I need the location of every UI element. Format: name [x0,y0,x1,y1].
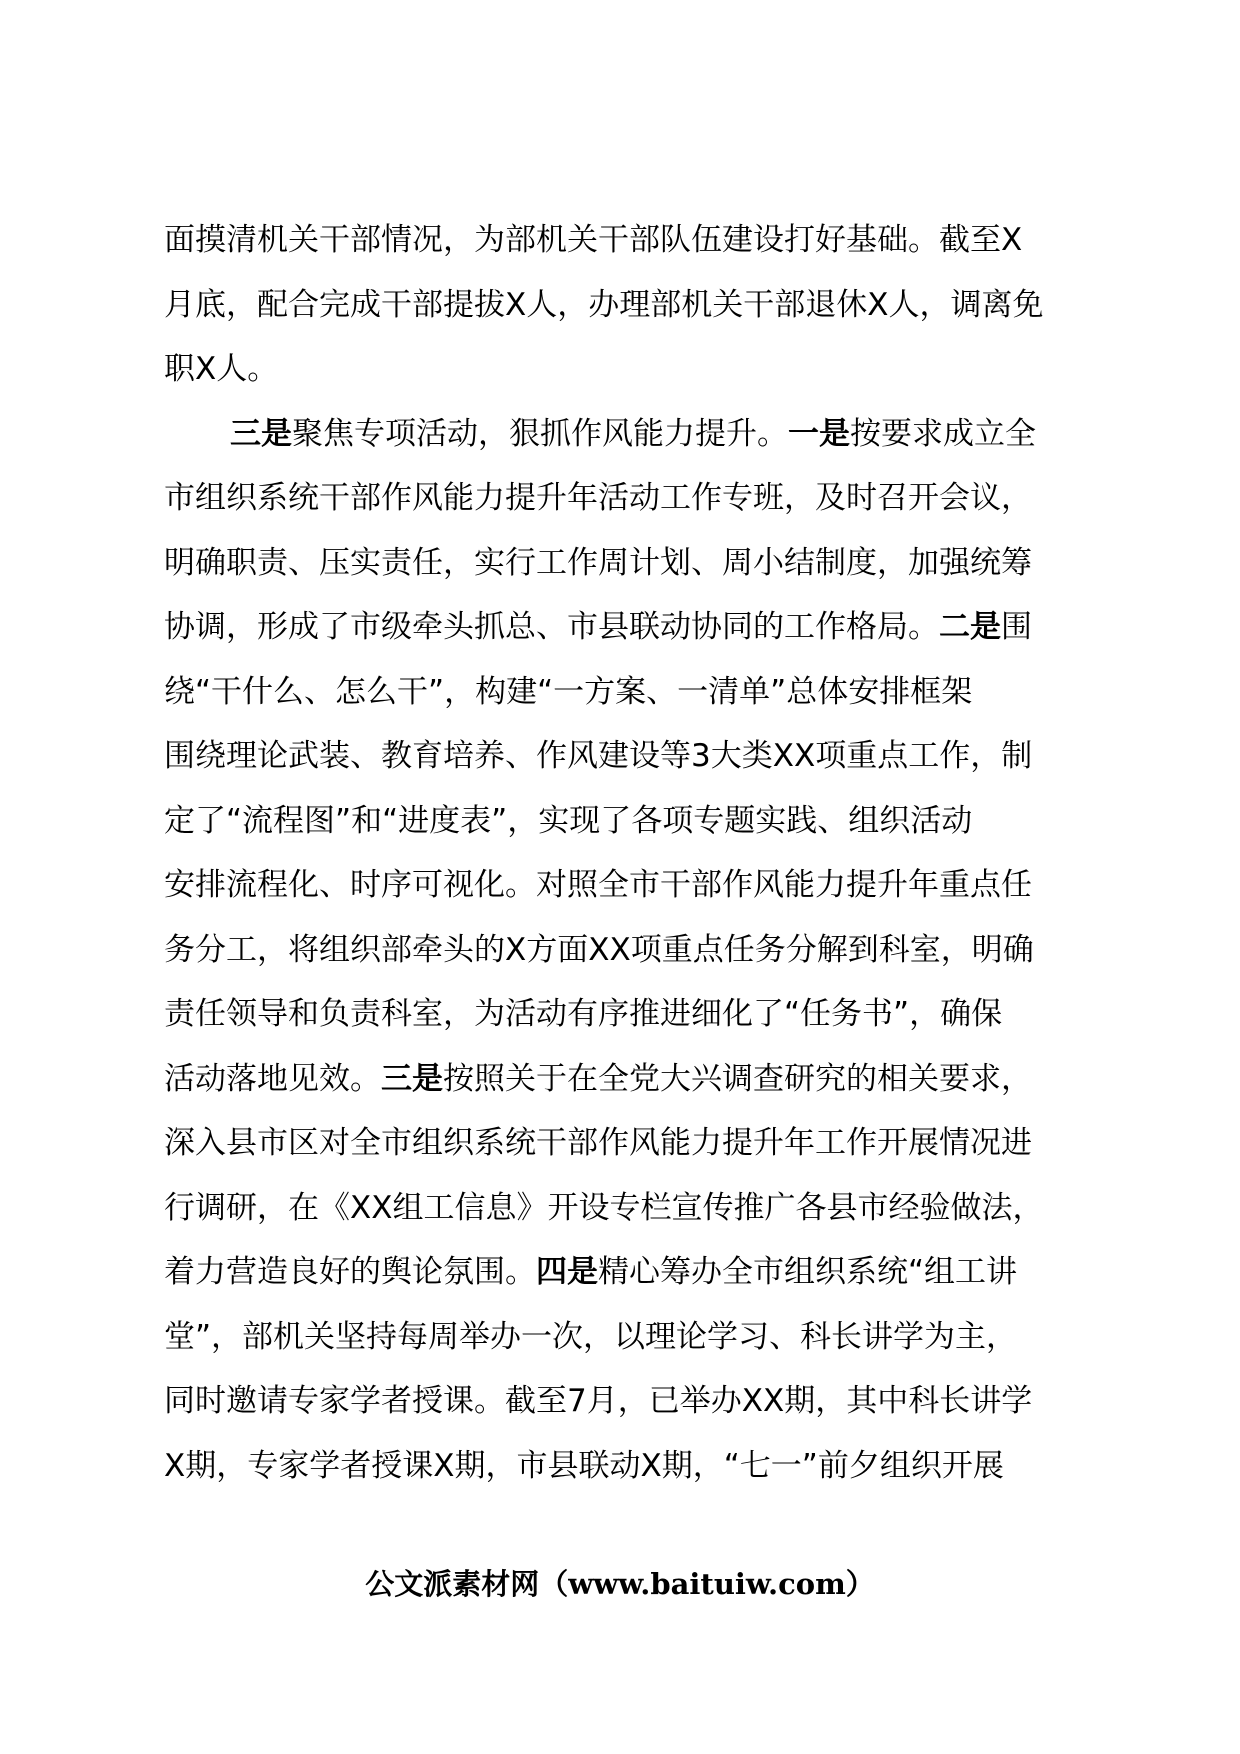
text-run: 绕“干什么、怎么干”，构建“一方案、一清单”总体安排框架 [164,673,973,710]
text-run: 着力营造良好的舆论氛围。 [164,1254,536,1290]
text-line [164,1305,1104,1370]
bold-marker: 二是 [939,609,1001,645]
text-run: 安排流程化、时序可视化。对照全市干部作风能力提升年重点任 [164,867,1032,903]
footer-paren-open: （ [539,1567,569,1601]
text-line [164,724,1104,789]
text-line [164,1111,1104,1176]
text-line [164,1176,1104,1241]
text-line [164,1434,1104,1499]
text-run: 月底，配合完成干部提拔X人，办理部机关干部退休X人，调离免 [164,286,1044,323]
bold-marker: 四是 [536,1254,598,1290]
footer-watermark [0,1562,1240,1603]
text-line [164,982,1104,1047]
text-run: 明确职责、压实责任，实行工作周计划、周小结制度，加强统筹 [164,544,1032,581]
text-line [164,1369,1104,1434]
text-run: 同时邀请专家学者授课。截至7月，已举办XX期，其中科长讲学 [164,1383,1033,1419]
text-run: 深入县市区对全市组织系统干部作风能力提升年工作开展情况进 [164,1125,1032,1161]
text-run: 定了“流程图”和“进度表”，实现了各项专题实践、组织活动 [164,802,973,839]
bold-marker: 三是 [230,415,292,452]
text-run: 按要求成立全 [850,415,1036,452]
text-line [164,660,1104,725]
text-line [164,789,1104,854]
footer-site-name: 公文派素材网 [365,1567,540,1601]
text-run: 活动落地见效。 [164,1060,381,1097]
text-run: 职X人。 [164,351,279,387]
text-line [164,595,1104,660]
text-run: 堂”，部机关坚持每周举办一次，以理论学习、科长讲学为主， [164,1318,1018,1355]
text-run: 围 [1001,609,1032,645]
text-line [164,1240,1104,1305]
text-run: 聚焦专项活动，狠抓作风能力提升。 [292,415,788,452]
text-line [164,853,1104,918]
text-run: 围绕理论武装、教育培养、作风建设等3大类XX项重点工作，制 [164,738,1033,774]
text-run: 市组织系统干部作风能力提升年活动工作专班，及时召开会议， [164,480,1032,516]
footer-url: www.baituiw.com [568,1567,846,1601]
text-line [164,466,1104,531]
footer-paren-close: ） [845,1567,875,1601]
text-line [164,208,1104,273]
text-line [164,531,1104,596]
text-line [164,337,1104,402]
text-line [164,1047,1104,1112]
text-run: 协调，形成了市级牵头抓总、市县联动协同的工作格局。 [164,609,939,645]
bold-marker: 一是 [788,415,850,452]
text-line [164,918,1104,983]
text-run: X期，专家学者授课X期，市县联动X期，“七一”前夕组织开展 [164,1447,1004,1484]
text-run: 面摸清机关干部情况，为部机关干部队伍建设打好基础。截至X [164,222,1023,258]
text-run: 务分工，将组织部牵头的X方面XX项重点任务分解到科室，明确 [164,931,1034,968]
text-run: 行调研，在《XX组工信息》开设专栏宣传推广各县市经验做法， [164,1189,1044,1226]
text-run: 精心筹办全市组织系统“组工讲 [598,1254,1018,1290]
document-body [164,208,1104,1498]
paragraph-first-line [164,402,1104,467]
bold-marker: 三是 [381,1060,443,1097]
text-run: 按照关于在全党大兴调查研究的相关要求， [443,1060,1032,1097]
text-run: 责任领导和负责科室，为活动有序推进细化了“任务书”，确保 [164,996,1003,1032]
text-line [164,273,1104,338]
